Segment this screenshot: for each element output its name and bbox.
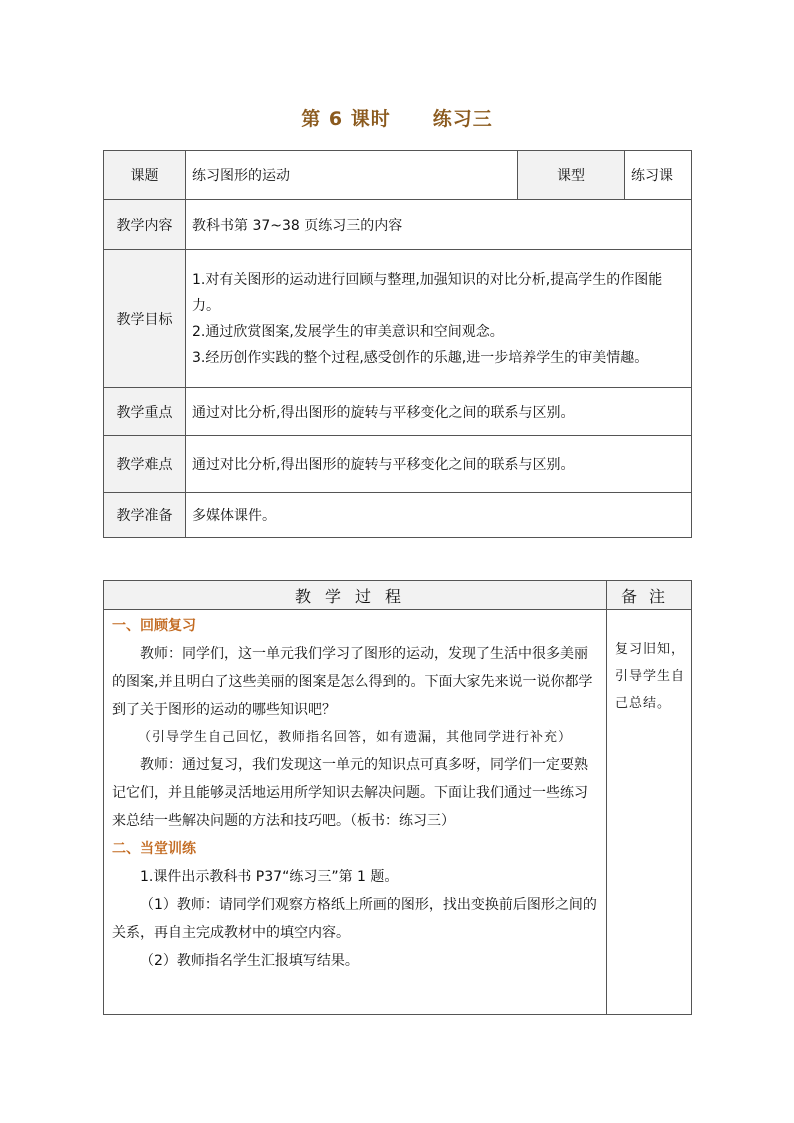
difficulty-value: 通过对比分析,得出图形的旋转与平移变化之间的联系与区别。 xyxy=(186,436,692,493)
paragraph: （2）教师指名学生汇报填写结果。 xyxy=(140,953,359,969)
goals-row xyxy=(104,250,692,388)
goals-list xyxy=(186,250,692,388)
prep-row xyxy=(104,493,692,538)
teaching-process-table xyxy=(103,580,692,1015)
content-row xyxy=(104,200,692,250)
topic-row xyxy=(104,151,692,200)
lesson-info-table xyxy=(103,150,692,538)
paragraph-note: （引导学生自己回忆，教师指名回答，如有遗漏，其他同学进行补充） xyxy=(138,730,573,745)
section-title-practice: 二、当堂训练 xyxy=(112,841,196,857)
notes-header: 备注 xyxy=(607,581,692,610)
key-label: 教学重点 xyxy=(104,388,186,436)
process-header-row xyxy=(104,581,692,610)
prep-label: 教学准备 xyxy=(104,493,186,538)
paragraph: 教师：通过复习，我们发现这一单元的知识点可真多呀，同学们一定要熟记它们，并且能够灵活地运用所学知识去解决问题。下面让我们通过一些练习来总结一些解决问题的方法和技巧吧。（板书：练习三） xyxy=(112,757,588,829)
type-label: 课型 xyxy=(518,151,625,200)
goal-item: 1.对有关图形的运动进行回顾与整理,加强知识的对比分析,提高学生的作图能力。 xyxy=(192,271,663,314)
topic-label: 课题 xyxy=(104,151,186,200)
paragraph: （1）教师：请同学们观察方格纸上所画的图形，找出变换前后图形之间的关系，再自主完成教材中的填空内容。 xyxy=(112,897,597,941)
content-label: 教学内容 xyxy=(104,200,186,250)
goal-item: 2.通过欣赏图案,发展学生的审美意识和空间观念。 xyxy=(192,323,504,340)
page-title xyxy=(0,104,794,131)
goal-item: 3.经历创作实践的整个过程,感受创作的乐趣,进一步培养学生的审美情趣。 xyxy=(192,349,649,366)
paragraph: 1.课件出示教科书 P37“练习三”第 1 题。 xyxy=(140,869,399,885)
type-value: 练习课 xyxy=(625,151,692,200)
difficulty-row xyxy=(104,436,692,493)
notes-content: 复习旧知，引导学生自己总结。 xyxy=(607,610,692,1015)
prep-value: 多媒体课件。 xyxy=(186,493,692,538)
key-value: 通过对比分析,得出图形的旋转与平移变化之间的联系与区别。 xyxy=(186,388,692,436)
process-body-row xyxy=(104,610,692,1015)
lesson-name: 练习三 xyxy=(432,108,493,130)
content-value: 教科书第 37~38 页练习三的内容 xyxy=(186,200,692,250)
difficulty-label: 教学难点 xyxy=(104,436,186,493)
process-header: 教学过程 xyxy=(104,581,607,610)
process-content xyxy=(104,610,607,1015)
paragraph: 教师：同学们，这一单元我们学习了图形的运动，发现了生活中很多美丽的图案,并且明白了这些美丽的图案是怎么得到的。下面大家先来说一说你都学到了关于图形的运动的哪些知识吧？ xyxy=(112,646,593,718)
key-row xyxy=(104,388,692,436)
section-title-review: 一、回顾复习 xyxy=(112,618,196,634)
topic-value: 练习图形的运动 xyxy=(186,151,518,200)
goals-label: 教学目标 xyxy=(104,250,186,388)
lesson-number: 第 6 课时 xyxy=(301,108,391,130)
